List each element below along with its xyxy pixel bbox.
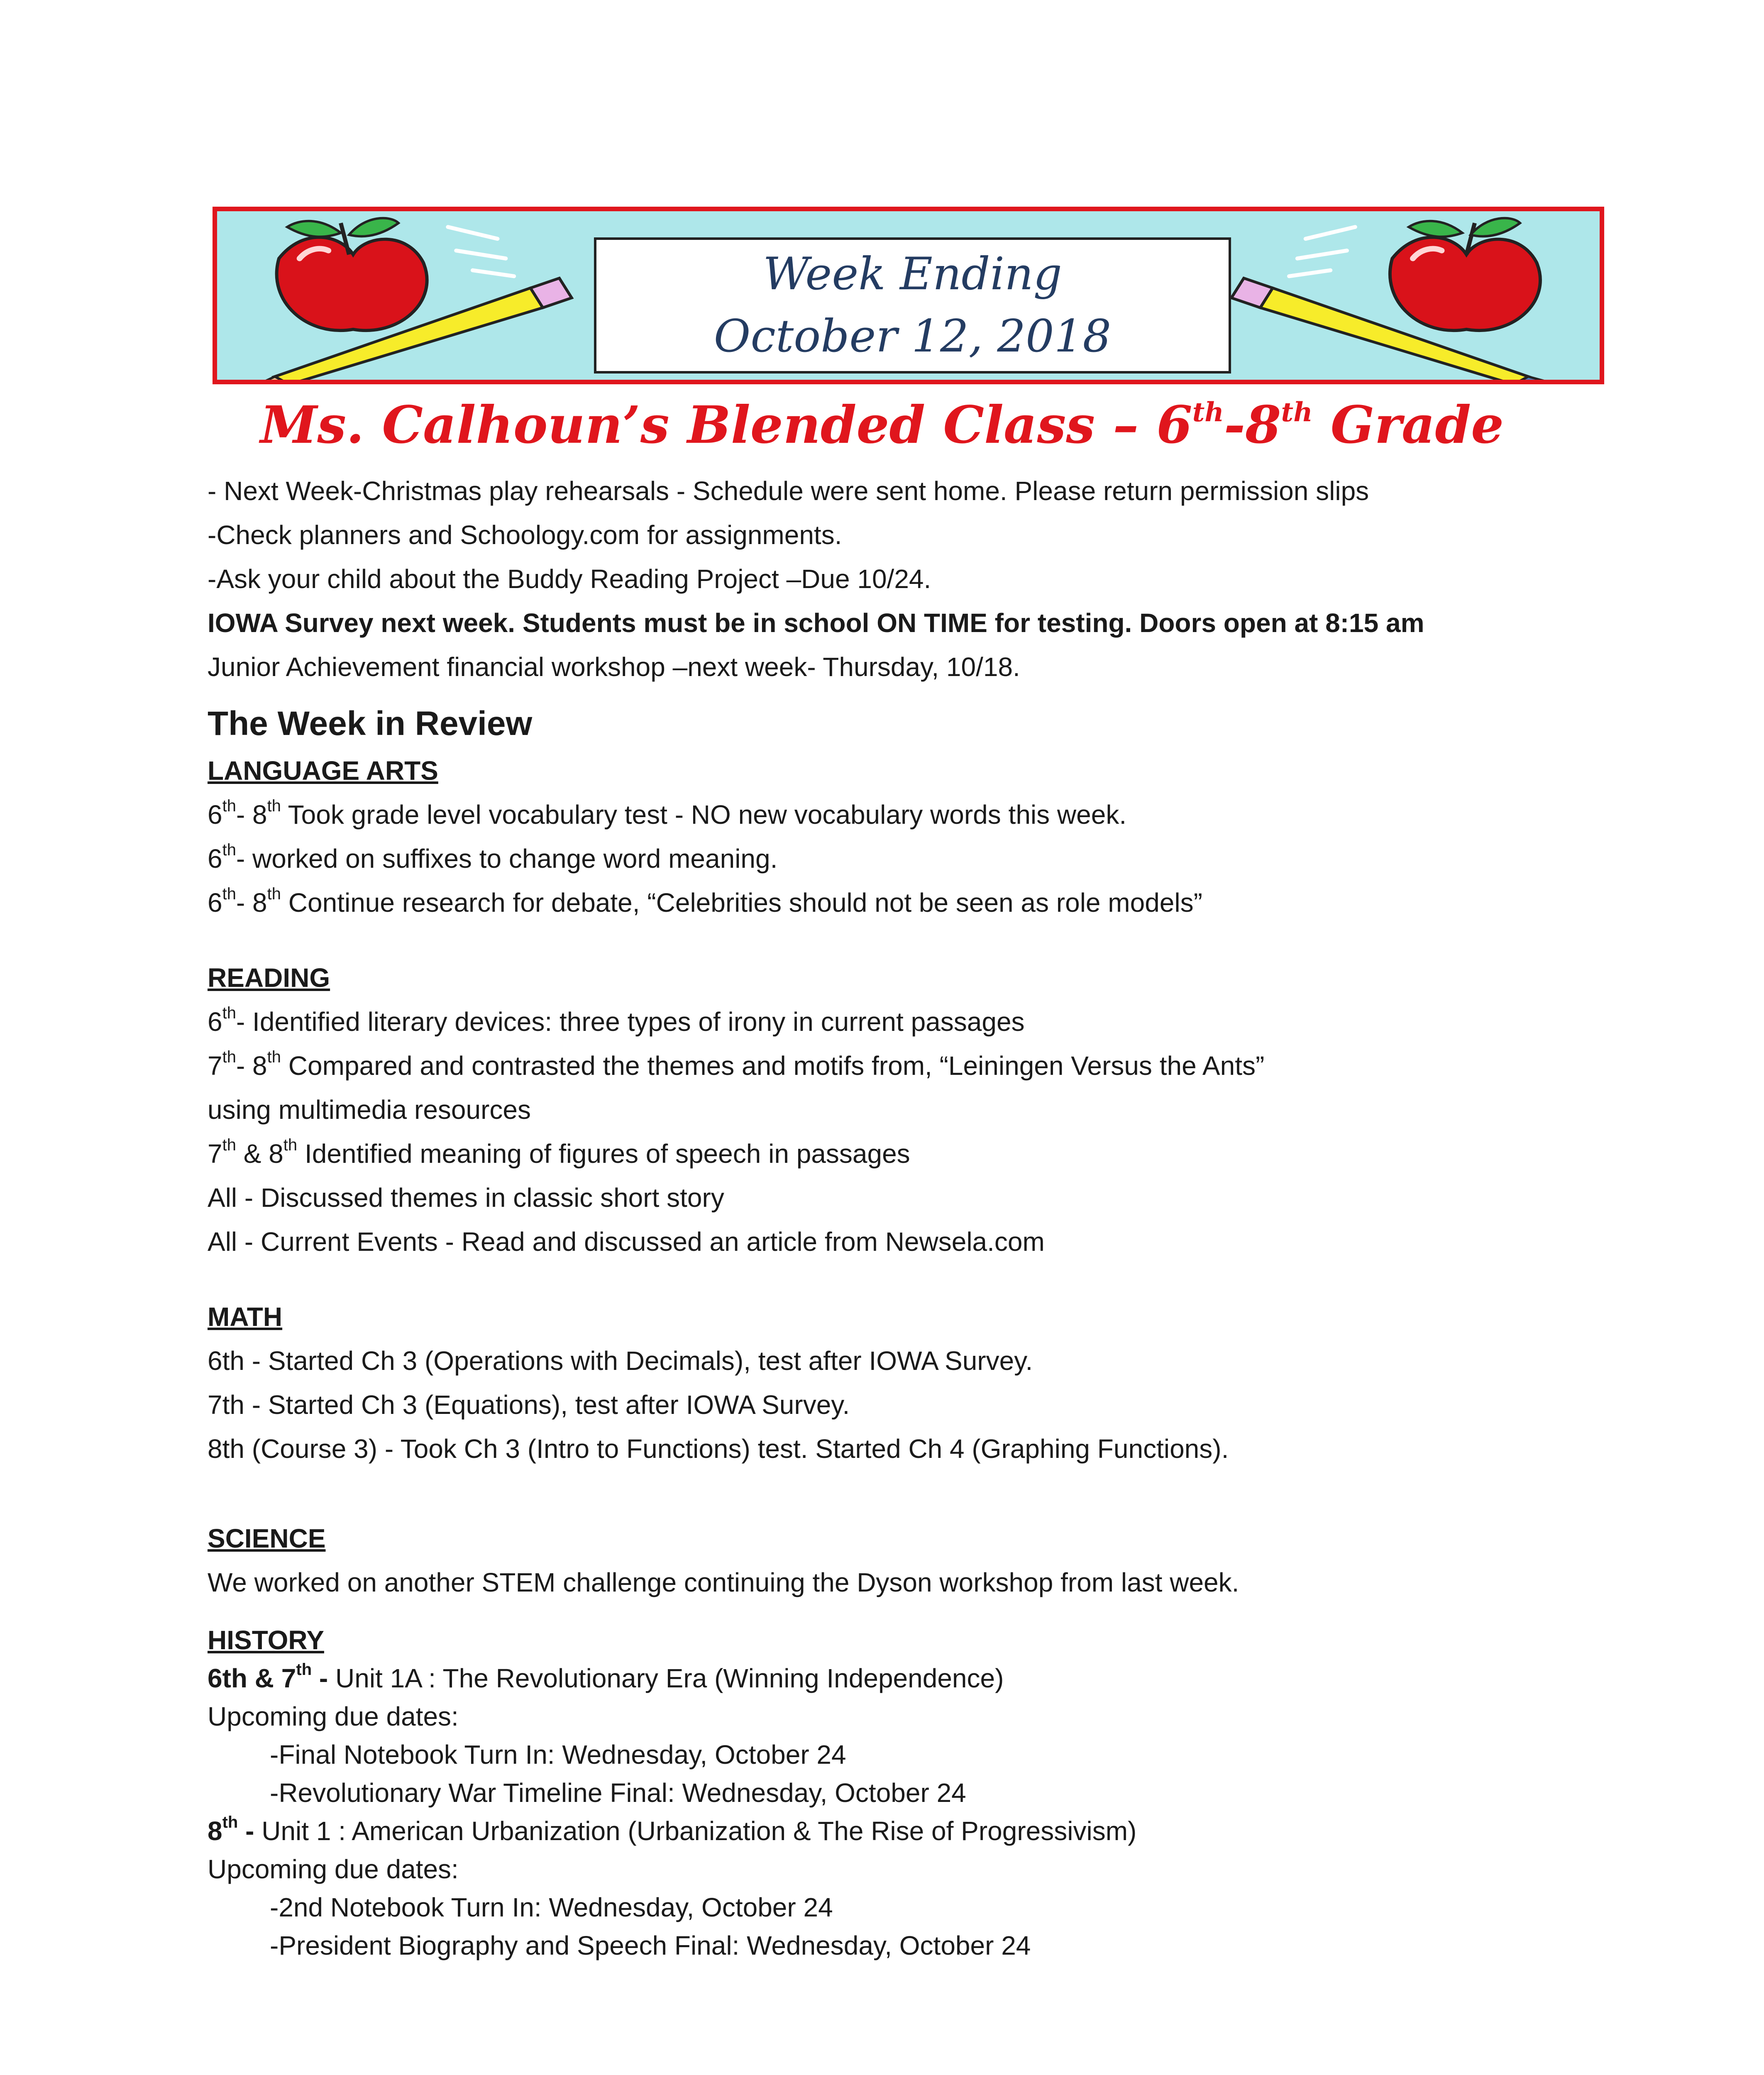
grade: & 8: [236, 1139, 283, 1169]
line-text: - Identified literary devices: three types of irony in current passages: [236, 1007, 1025, 1037]
grade: 6: [208, 800, 222, 830]
announcement: -Ask your child about the Buddy Reading Project –Due 10/24.: [208, 564, 931, 594]
grade-sup: th: [267, 797, 281, 815]
grade: - 8: [236, 1051, 267, 1081]
grade: 6: [208, 888, 222, 918]
announcement: Junior Achievement financial workshop –next week- Thursday, 10/18.: [208, 652, 1020, 682]
section-title-reading: READING: [208, 963, 330, 993]
class-title: [0, 392, 1764, 459]
reading-line: [208, 1000, 1685, 1044]
section-title-math: MATH: [208, 1302, 283, 1332]
week-ending-date: October 12, 2018: [713, 310, 1112, 362]
grade: 6th & 7: [208, 1663, 296, 1693]
unit-text: Unit 1A : The Revolutionary Era (Winning Independence): [328, 1663, 1004, 1693]
grade-sup: th: [267, 885, 281, 903]
grade-sup: th: [222, 885, 236, 903]
week-ending-label: Week Ending: [763, 248, 1062, 300]
section-title-science: SCIENCE: [208, 1523, 326, 1553]
line-text: - worked on suffixes to change word meaning.: [236, 844, 778, 874]
class-title-sup: th: [1281, 397, 1313, 428]
grade-sup: th: [222, 797, 236, 815]
unit-text: Unit 1 : American Urbanization (Urbanization & The Rise of Progressivism): [254, 1816, 1137, 1846]
history-section: [208, 1621, 1685, 1965]
newsletter-body: [208, 469, 1685, 1965]
line-text: Compared and contrasted the themes and motifs from, “Leiningen Versus the Ants”: [281, 1051, 1265, 1081]
grade-sup: th: [296, 1660, 312, 1679]
language-arts-line: [208, 837, 1685, 881]
class-title-prefix: Ms. Calhoun’s Blended Class – 6: [260, 395, 1192, 455]
reading-line: All - Discussed themes in classic short story: [208, 1183, 724, 1213]
announcement: - Next Week-Christmas play rehearsals - Schedule were sent home. Please return permission slips: [208, 476, 1369, 506]
grade-sup: th: [222, 1813, 238, 1831]
grade-sup: th: [267, 1048, 281, 1066]
announcement: -Check planners and Schoology.com for assignments.: [208, 520, 842, 550]
grade: 7: [208, 1051, 222, 1081]
due-date-item: -Revolutionary War Timeline Final: Wednesday, October 24: [270, 1778, 966, 1808]
due-dates-label: Upcoming due dates:: [208, 1854, 459, 1884]
review-heading: The Week in Review: [208, 705, 533, 742]
due-dates-label: Upcoming due dates:: [208, 1702, 459, 1731]
week-ending-box: [594, 237, 1231, 374]
grade-sup: th: [222, 1004, 236, 1022]
line-text: Identified meaning of figures of speech in passages: [297, 1139, 910, 1169]
class-title-mid: -8: [1224, 395, 1281, 455]
reading-line: [208, 1044, 1685, 1088]
class-title-suffix: Grade: [1312, 395, 1504, 455]
reading-line: [208, 1132, 1685, 1176]
science-line: We worked on another STEM challenge continuing the Dyson workshop from last week.: [208, 1567, 1239, 1597]
grade-sup: th: [222, 1136, 236, 1154]
language-arts-line: [208, 881, 1685, 925]
math-line: 6th - Started Ch 3 (Operations with Decimals), test after IOWA Survey.: [208, 1346, 1033, 1376]
line-text: Continue research for debate, “Celebrities should not be seen as role models”: [281, 888, 1202, 918]
due-date-item: -Final Notebook Turn In: Wednesday, October 24: [270, 1740, 846, 1770]
grade-sup: th: [283, 1136, 298, 1154]
announcement-iowa: IOWA Survey next week. Students must be in school ON TIME for testing. Doors open at 8:15 am: [208, 608, 1424, 638]
grade: 6: [208, 1007, 222, 1037]
grade-sup: th: [222, 1048, 236, 1066]
section-title-history: HISTORY: [208, 1625, 324, 1655]
history-unit: [208, 1812, 1685, 1850]
class-title-sup: th: [1192, 397, 1224, 428]
line-text: Took grade level vocabulary test - NO new vocabulary words this week.: [281, 800, 1127, 830]
grade-sup: th: [222, 841, 236, 859]
grade: 8: [208, 1816, 222, 1846]
grade-dash: -: [312, 1663, 328, 1693]
grade-dash: -: [238, 1816, 254, 1846]
apple-pencil-icon: [1231, 218, 1557, 380]
apple-pencil-icon: [258, 218, 572, 380]
math-line: 7th - Started Ch 3 (Equations), test after IOWA Survey.: [208, 1390, 850, 1420]
due-date-item: -President Biography and Speech Final: Wednesday, October 24: [270, 1931, 1031, 1960]
math-line: 8th (Course 3) - Took Ch 3 (Intro to Functions) test. Started Ch 4 (Graphing Functions).: [208, 1434, 1229, 1464]
reading-line: using multimedia resources: [208, 1095, 531, 1125]
section-title-language-arts: LANGUAGE ARTS: [208, 756, 438, 786]
due-date-item: -2nd Notebook Turn In: Wednesday, October 24: [270, 1892, 833, 1922]
grade: 6: [208, 844, 222, 874]
history-unit: [208, 1659, 1685, 1697]
language-arts-line: [208, 793, 1685, 837]
grade: - 8: [236, 888, 267, 918]
grade: 7: [208, 1139, 222, 1169]
reading-line: All - Current Events - Read and discussed an article from Newsela.com: [208, 1227, 1045, 1257]
grade: - 8: [236, 800, 267, 830]
